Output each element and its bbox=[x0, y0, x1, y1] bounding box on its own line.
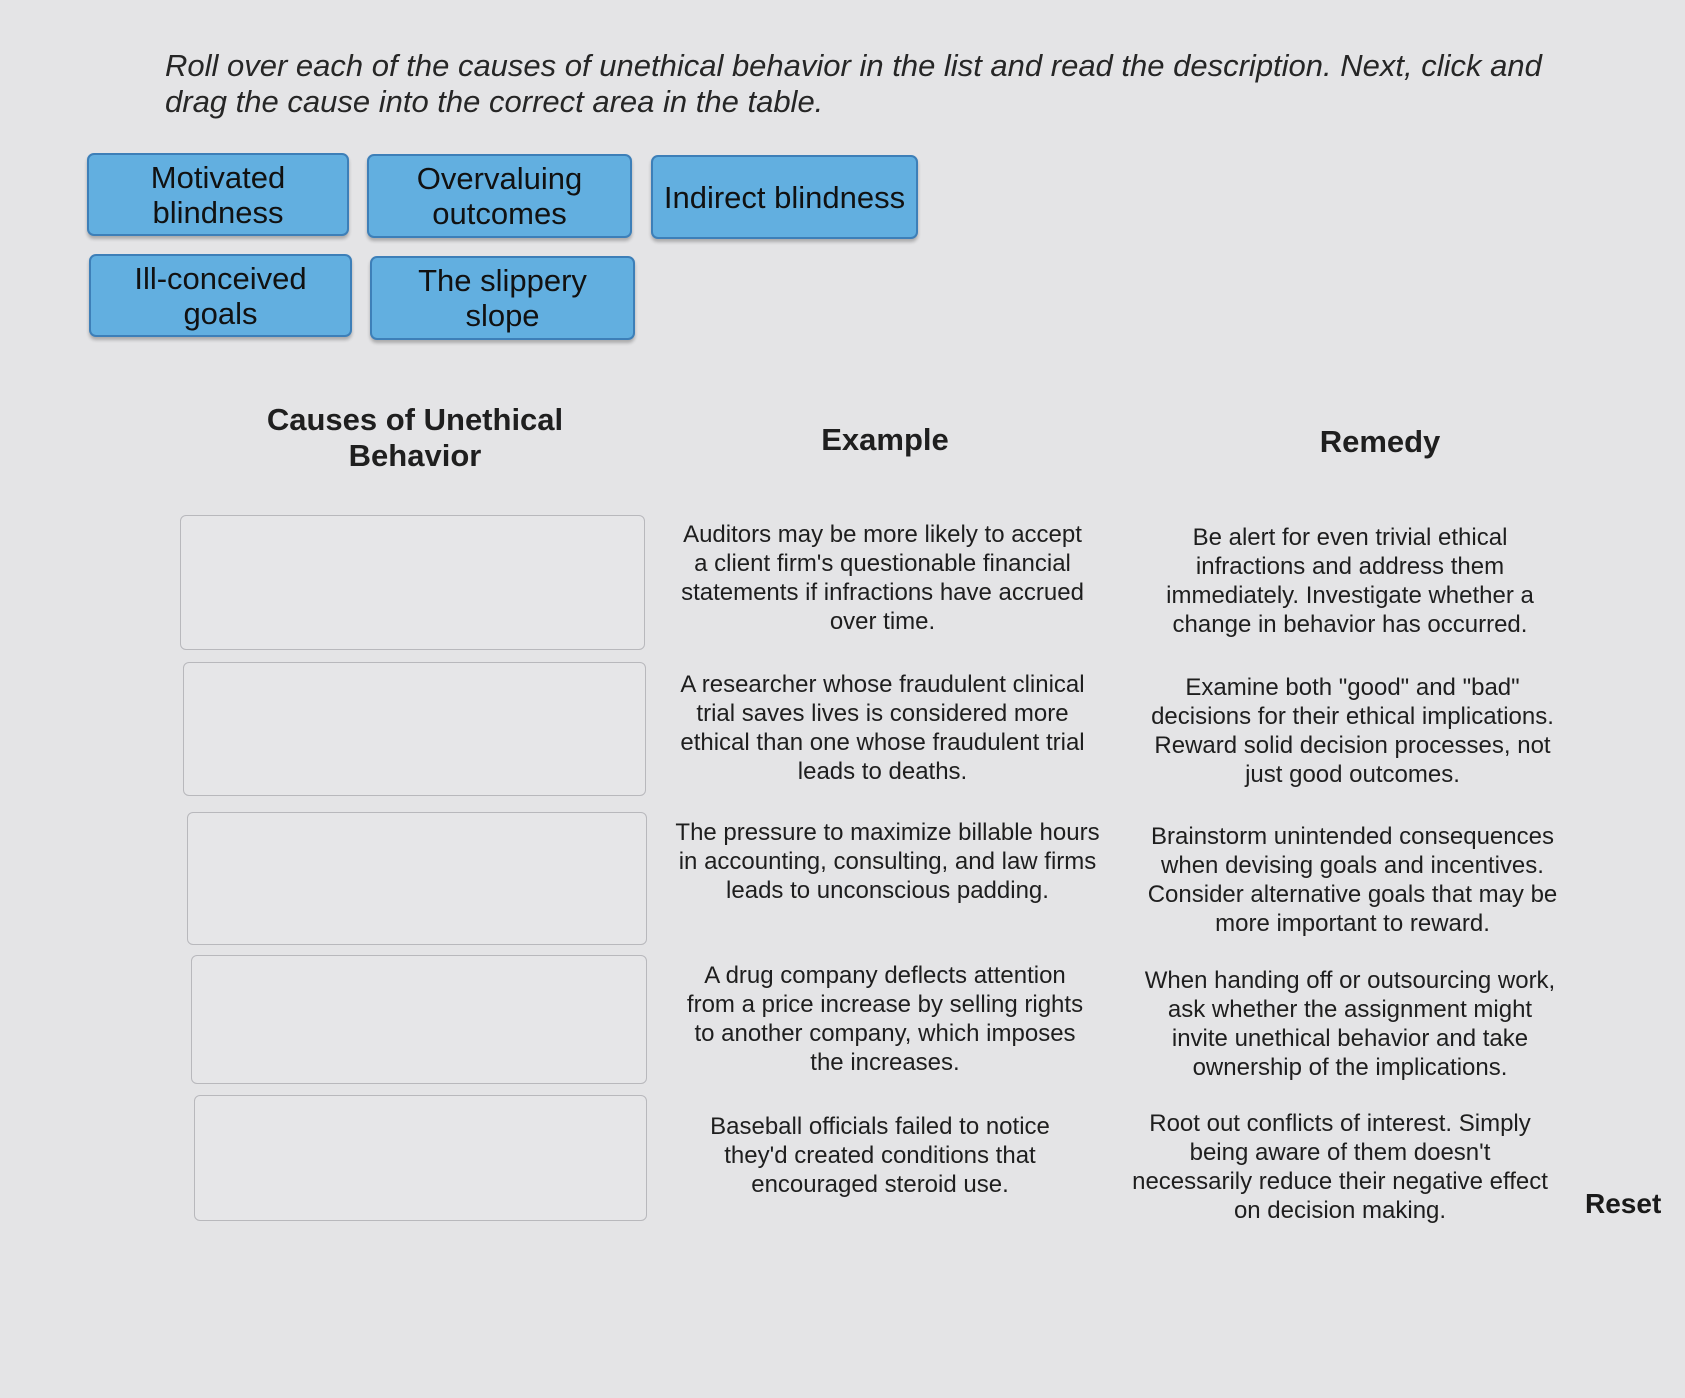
remedy-row-1: Be alert for even trivial ethical infractions and address them immediately. Investigate whether a change in behavior has occurred. bbox=[1166, 524, 1534, 638]
cause-chip-indirect-blindness[interactable]: Indirect blindness bbox=[651, 155, 918, 239]
remedy-row-4: When handing off or outsourcing work, ask whether the assignment might invite unethical behavior and take ownership of the implications. bbox=[1144, 967, 1556, 1081]
example-row-3: The pressure to maximize billable hours in accounting, consulting, and law firms leads to unconscious padding. bbox=[675, 819, 1100, 904]
reset-button[interactable]: Reset bbox=[1585, 1188, 1662, 1219]
example-row-1: Auditors may be more likely to accept a client firm's questionable financial statements if infractions have accrued over time. bbox=[681, 521, 1084, 635]
remedy-row-2: Examine both "good" and "bad" decisions for their ethical implications. Reward solid decision processes, not just good outcomes. bbox=[1151, 674, 1554, 788]
header-example: Example bbox=[821, 422, 949, 457]
drop-zone-row-1[interactable] bbox=[180, 515, 645, 650]
cause-chip-ill-conceived-goals[interactable]: Ill-conceived goals bbox=[89, 254, 352, 337]
cause-chip-overvaluing-outcomes[interactable]: Overvaluing outcomes bbox=[367, 154, 632, 238]
drop-zone-row-5[interactable] bbox=[194, 1095, 647, 1221]
example-row-2: A researcher whose fraudulent clinical trial saves lives is considered more ethical than one whose fraudulent trial leads to deaths. bbox=[680, 671, 1085, 785]
example-row-4: A drug company deflects attention from a price increase by selling rights to another company, which imposes the increases. bbox=[686, 962, 1084, 1076]
remedy-row-3: Brainstorm unintended consequences when devising goals and incentives. Consider alternative goals that may be more important to reward. bbox=[1147, 823, 1558, 937]
cause-chip-motivated-blindness[interactable]: Motivated blindness bbox=[87, 153, 349, 236]
drop-zone-row-2[interactable] bbox=[183, 662, 646, 796]
example-row-5: Baseball officials failed to notice they'd created conditions that encouraged steroid use. bbox=[710, 1113, 1050, 1198]
header-remedy: Remedy bbox=[1319, 424, 1441, 459]
remedy-row-5: Root out conflicts of interest. Simply being aware of them doesn't necessarily reduce their negative effect on decision making. bbox=[1132, 1110, 1548, 1224]
instructions-text: Roll over each of the causes of unethical behavior in the list and read the description. Next, click and drag the cause into the correct area in the table. bbox=[165, 48, 1542, 119]
drop-zone-row-4[interactable] bbox=[191, 955, 647, 1084]
cause-chip-slippery-slope[interactable]: The slippery slope bbox=[370, 256, 635, 340]
drop-zone-row-3[interactable] bbox=[187, 812, 647, 945]
header-causes: Causes of Unethical Behavior bbox=[266, 402, 564, 473]
